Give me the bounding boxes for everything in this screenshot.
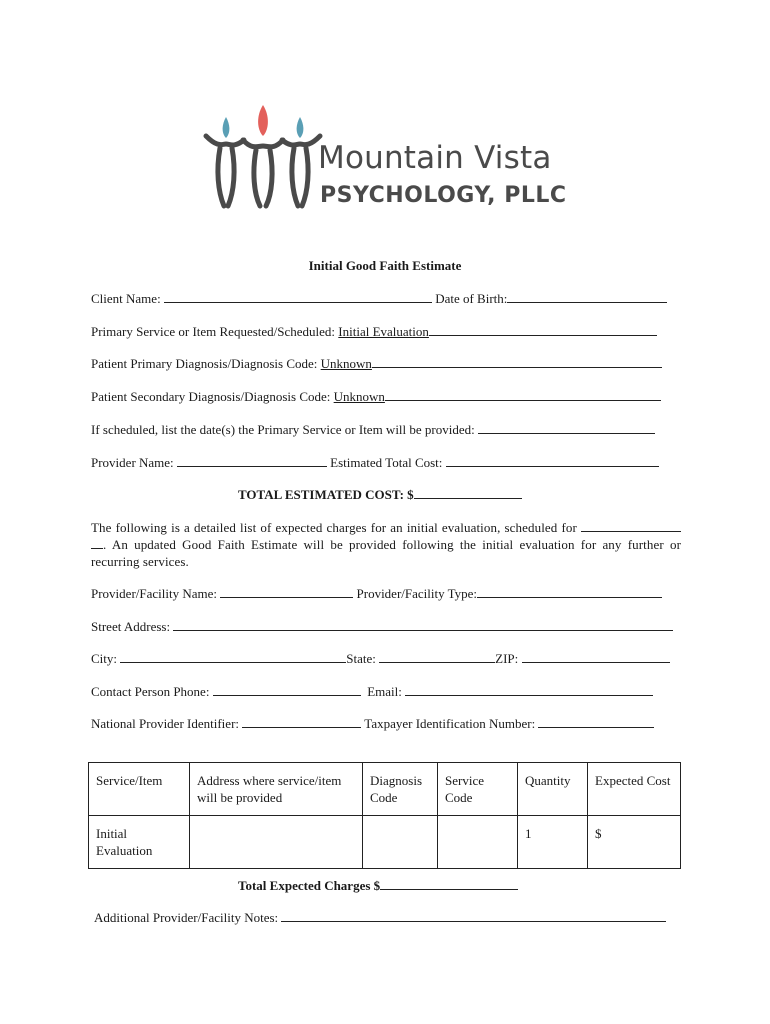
secondary-dx-label: Patient Secondary Diagnosis/Diagnosis Code: [91, 389, 331, 404]
facility-name-field[interactable] [220, 585, 353, 598]
provider-name-label: Provider Name: [91, 455, 174, 470]
notes-label: Additional Provider/Facility Notes: [94, 910, 279, 925]
contact-row [91, 683, 653, 700]
evaluation-date-field[interactable] [581, 519, 681, 532]
table-header-cell: Expected Cost [588, 763, 681, 816]
city-state-zip-row [91, 650, 670, 667]
estimated-cost-label: Estimated Total Cost: [330, 455, 443, 470]
contact-phone-label: Contact Person Phone: [91, 684, 210, 699]
npi-field[interactable] [242, 715, 361, 728]
table-cell-quantity[interactable]: 1 [518, 816, 588, 869]
email-label: Email: [367, 684, 402, 699]
city-label: City: [91, 651, 118, 666]
table-header-cell: Service Code [438, 763, 518, 816]
charges-table [88, 762, 681, 869]
provider-cost-row [91, 454, 659, 471]
primary-service-label: Primary Service or Item Requested/Scheduled: [91, 324, 336, 339]
street-field[interactable] [173, 618, 673, 631]
total-expected-field[interactable] [380, 877, 518, 890]
npi-label: National Provider Identifier: [91, 716, 240, 731]
tin-label: Taxpayer Identification Number: [364, 716, 536, 731]
primary-service-field[interactable] [429, 323, 657, 336]
provider-name-field[interactable] [177, 454, 327, 467]
primary-dx-row [91, 355, 662, 372]
scheduled-dates-row [91, 421, 655, 438]
secondary-dx-value[interactable]: Unknown [333, 389, 385, 404]
state-field[interactable] [379, 650, 495, 663]
table-cell-service[interactable]: Initial Evaluation [89, 816, 190, 869]
state-label: State: [346, 651, 376, 666]
form-title: Initial Good Faith Estimate [308, 258, 462, 273]
logo-name: Mountain Vista [318, 140, 552, 176]
facility-type-label: Provider/Facility Type: [356, 586, 478, 601]
dob-label: Date of Birth: [435, 291, 508, 306]
table-row [89, 816, 681, 869]
table-header-cell: Address where service/item will be provided [190, 763, 363, 816]
estimated-cost-field[interactable] [446, 454, 659, 467]
city-field[interactable] [120, 650, 346, 663]
street-label: Street Address: [91, 619, 171, 634]
paragraph-part2: . An updated Good Faith Estimate will be provided following the initial evaluation for any further or recurring services. [91, 537, 681, 569]
scheduled-dates-field[interactable] [478, 421, 655, 434]
table-cell-expected-cost[interactable]: $ [588, 816, 681, 869]
client-name-field[interactable] [164, 290, 432, 303]
zip-field[interactable] [522, 650, 670, 663]
primary-dx-value[interactable]: Unknown [320, 356, 372, 371]
dob-field[interactable] [507, 290, 667, 303]
facility-name-label: Provider/Facility Name: [91, 586, 218, 601]
table-cell-diagnosis[interactable] [363, 816, 438, 869]
client-name-row [91, 290, 667, 307]
primary-service-row [91, 323, 657, 340]
table-cell-address[interactable] [190, 816, 363, 869]
facility-type-field[interactable] [477, 585, 662, 598]
secondary-dx-row [91, 388, 661, 405]
email-field[interactable] [405, 683, 653, 696]
scheduled-dates-label: If scheduled, list the date(s) the Primary Service or Item will be provided: [91, 422, 475, 437]
table-header-cell: Quantity [518, 763, 588, 816]
table-header-row [89, 763, 681, 816]
primary-dx-field[interactable] [372, 355, 662, 368]
total-estimated-row [238, 486, 522, 503]
npi-tin-row [91, 715, 654, 732]
facility-row [91, 585, 662, 602]
paragraph-part1: The following is a detailed list of expected charges for an initial evaluation, scheduled for [91, 520, 577, 535]
total-estimated-label: TOTAL ESTIMATED COST: $ [238, 487, 414, 502]
evaluation-date-field-cont[interactable] [91, 536, 103, 549]
logo-subtitle: PSYCHOLOGY, PLLC [320, 183, 567, 208]
notes-field[interactable] [281, 909, 666, 922]
primary-service-value[interactable]: Initial Evaluation [338, 324, 429, 339]
client-name-label: Client Name: [91, 291, 161, 306]
total-expected-label: Total Expected Charges $ [238, 878, 381, 893]
table-header-cell: Diagnosis Code [363, 763, 438, 816]
table-cell-service-code[interactable] [438, 816, 518, 869]
street-row [91, 618, 673, 635]
table-header-cell: Service/Item [89, 763, 190, 816]
secondary-dx-field[interactable] [385, 388, 661, 401]
zip-label: ZIP: [495, 651, 519, 666]
contact-phone-field[interactable] [213, 683, 361, 696]
total-estimated-field[interactable] [414, 486, 522, 499]
primary-dx-label: Patient Primary Diagnosis/Diagnosis Code: [91, 356, 318, 371]
tin-field[interactable] [538, 715, 654, 728]
total-expected-row [238, 877, 518, 894]
notes-row [94, 909, 666, 926]
charges-paragraph [91, 519, 681, 570]
